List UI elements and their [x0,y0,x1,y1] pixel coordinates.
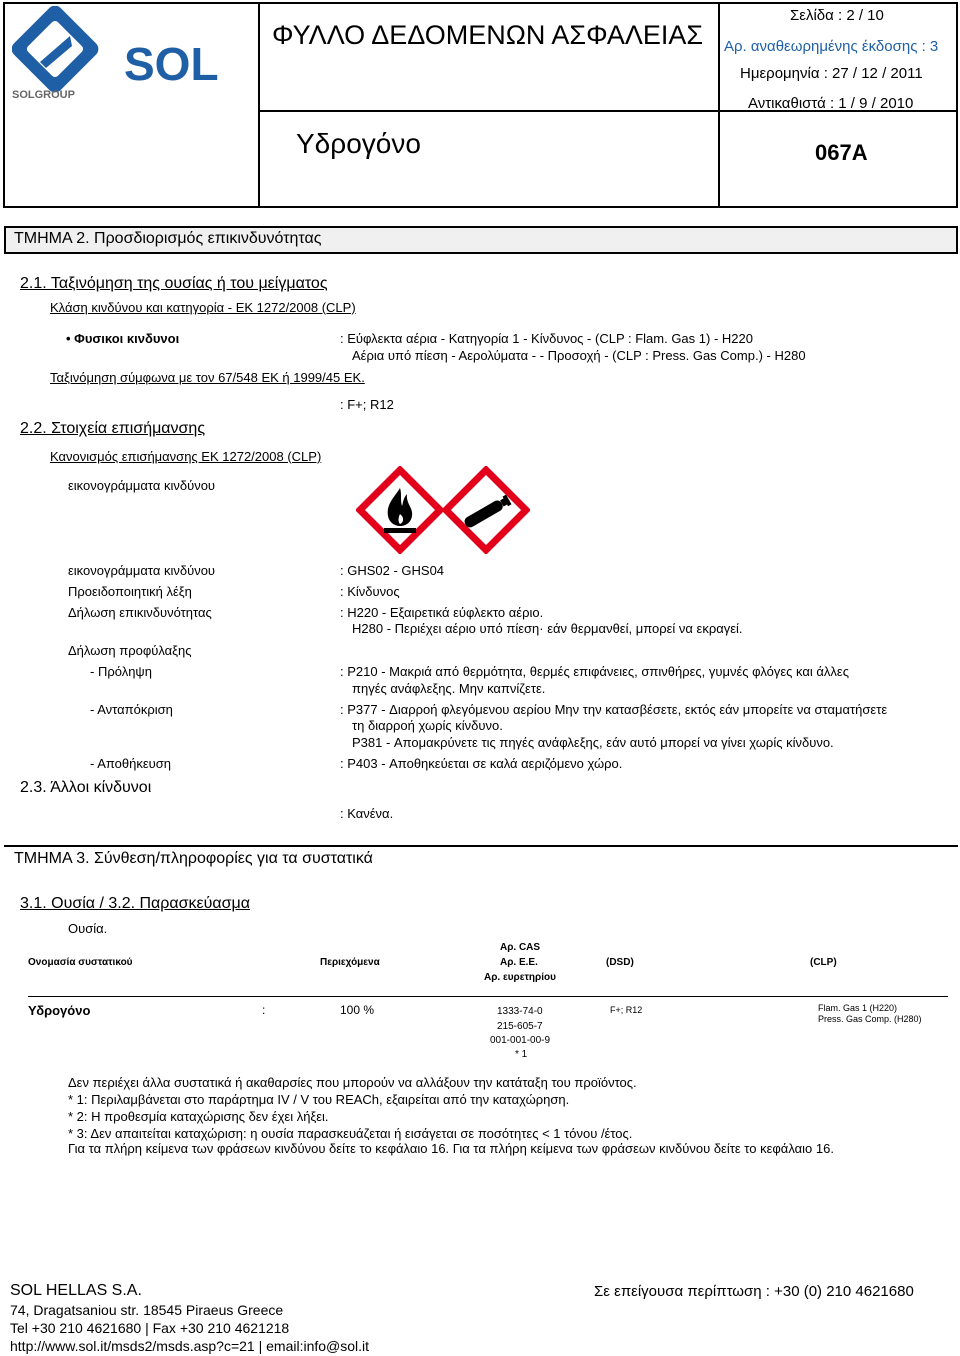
logo-mark [12,6,102,96]
row-dsd: F+; R12 [610,1005,643,1015]
note-line-4: * 3: Δεν απαιτείται καταχώριση: η ουσία παρασκευάζεται ή εισάγεται σε ποσότητες < 1 τόνου /έτος. [68,1126,633,1141]
row-ee: 215-605-7 [497,1021,543,1032]
prevention-label: - Πρόληψη [90,664,152,679]
section-2-3-heading: 2.3. Άλλοι κίνδυνοι [20,779,152,796]
prevention-line2: πηγές ανάφλεξης. Μην καπνίζετε. [352,681,546,696]
signal-word-value: : Κίνδυνος [340,584,400,599]
note-line-5: Για τα πλήρη κείμενα των φράσεων κινδύνου δείτε το κεφάλαιο 16. Για τα πλήρη κείμενα των φράσεων κινδύνου δείτε το κεφάλαιο 16. [68,1141,834,1156]
row-name: Υδρογόνο [28,1003,91,1018]
note-line-1: Δεν περιέχει άλλα συστατικά ή ακαθαρσίες που μπορούν να αλλάξουν την κατάταξη του προϊόντος. [68,1075,637,1090]
note-line-2: * 1: Περιλαμβάνεται στο παράρτημα IV / V του REACh, εξαιρείται από την καταχώρηση. [68,1092,570,1107]
col-header-dsd: (DSD) [606,957,634,968]
pictograms-row-value: : GHS02 - GHS04 [340,563,445,578]
footer-web-link[interactable]: http://www.sol.it/msds2/msds.asp?c=21 | email:info@sol.it [10,1338,370,1354]
substance-label: Ουσία. [68,921,108,936]
row-note: * 1 [515,1049,528,1060]
col-header-ee: Αρ. E.E. [500,957,538,968]
supersedes-date: Αντικαθιστά : 1 / 9 / 2010 [748,95,914,112]
table-header-divider [28,996,948,997]
section-2-1-heading: 2.1. Ταξινόμηση της ουσίας ή του μείγματος [20,275,328,292]
logo-text: SOL [124,38,219,90]
col-header-clp: (CLP) [810,957,837,968]
row-cas: 1333-74-0 [497,1006,543,1017]
clp-class-heading: Κλάση κινδύνου και κατηγορία - ΕΚ 1272/2008 (CLP) [50,300,356,315]
section3-title: ΤΜΗΜΑ 3. Σύνθεση/πληροφορίες για τα συστατικά [14,850,373,867]
response-line2: τη διαρροή χωρίς κίνδυνο. [352,718,503,733]
document-title: ΦΥΛΛΟ ΔΕΔΟΜΕΝΩΝ ΑΣΦΑΛΕΙΑΣ [272,20,704,50]
section2-title: ΤΜΗΜΑ 2. Προσδιορισμός επικινδυνότητας [14,230,322,247]
row-colon: : [262,1003,266,1017]
prevention-line1: : P210 - Μακριά από θερμότητα, θερμές επιφάνειες, σπινθήρες, γυμνές φλόγες και άλλες [340,664,849,679]
physical-hazards-line1: : Εύφλεκτα αέρια - Κατηγορία 1 - Κίνδυνος - (CLP : Flam. Gas 1) - H220 [340,331,753,346]
response-label: - Ανταπόκριση [90,702,173,717]
product-code: 067A [815,140,868,165]
hazard-statement-label: Δήλωση επικινδυνότητας [68,605,212,620]
row-clp-1: Flam. Gas 1 (H220) [818,1003,898,1013]
labelling-regulation: Κανονισμός επισήμανσης ΕΚ 1272/2008 (CLP) [50,449,322,464]
pictograms-row-label: εικονογράμματα κινδύνου [68,563,216,578]
col-header-cas: Αρ. CAS [500,942,541,953]
response-line1: : P377 - Διαρροή φλεγόμενου αερίου Μην την κατασβέσετε, εκτός εάν μπορείτε να σταματήσετε [340,702,888,717]
footer-company: SOL HELLAS S.A. [10,1282,142,1299]
row-index: 001-001-00-9 [490,1035,551,1046]
col-header-index: Αρ. ευρετηρίου [484,972,556,983]
classification-67-value: : F+; R12 [340,397,394,412]
row-content: 100 % [340,1003,375,1017]
page-number: Σελίδα : 2 / 10 [790,7,884,24]
physical-hazards-line2: Αέρια υπό πίεση - Αερολύματα - - Προσοχή - (CLP : Press. Gas Comp.) - H280 [352,348,806,363]
hazard-statement-1: : H220 - Εξαιρετικά εύφλεκτο αέριο. [340,605,544,620]
pictograms-label: εικονογράμματα κινδύνου [68,478,216,493]
col-header-name: Ονομασία συστατικού [28,957,133,968]
other-hazards-value: : Κανένα. [340,806,394,821]
storage-label: - Αποθήκευση [90,756,172,771]
classification-67-heading: Ταξινόμηση σύμφωνα με τον 67/548 ΕΚ ή 1999/45 ΕΚ. [50,370,365,385]
signal-word-label: Προειδοποιητική λέξη [68,584,192,599]
physical-hazards-label: • Φυσικοι κινδυνοι [66,331,180,346]
section-3-1-heading: 3.1. Ουσία / 3.2. Παρασκεύασμα [20,895,250,912]
product-name: Υδρογόνο [296,128,421,159]
col-header-content: Περιεχόμενα [320,957,380,968]
ghs04-gas-cylinder-icon [442,466,530,554]
hazard-statement-2: H280 - Περιέχει αέριο υπό πίεση· εάν θερμανθεί, μπορεί να εκραγεί. [352,621,743,636]
revision-date: Ημερομηνία : 27 / 12 / 2011 [740,65,923,82]
section-2-2-heading: 2.2. Στοιχεία επισήμανσης [20,420,206,437]
logo-group-text: SOLGROUP [12,89,75,101]
footer-address: 74, Dragatsaniou str. 18545 Piraeus Greece [10,1302,284,1318]
sol-logo [12,6,247,102]
footer-phone: Tel +30 210 4621680 | Fax +30 210 4621218 [10,1320,290,1336]
row-clp-2: Press. Gas Comp. (H280) [818,1014,922,1024]
note-line-3: * 2: Η προθεσμία καταχώρισης δεν έχει λήξει. [68,1109,329,1124]
ghs02-flame-icon [356,466,444,554]
precaution-label: Δήλωση προφύλαξης [68,643,192,658]
revision-number: Αρ. αναθεωρημένης έκδοσης : 3 [724,38,939,55]
storage-value: : P403 - Αποθηκεύεται σε καλά αεριζόμενο χώρο. [340,756,623,771]
response-line3: P381 - Απομακρύνετε τις πηγές ανάφλεξης, εάν αυτό μπορεί να γίνει χωρίς κίνδυνο. [352,735,834,750]
footer-emergency: Σε επείγουσα περίπτωση : +30 (0) 210 4621680 [594,1283,914,1300]
